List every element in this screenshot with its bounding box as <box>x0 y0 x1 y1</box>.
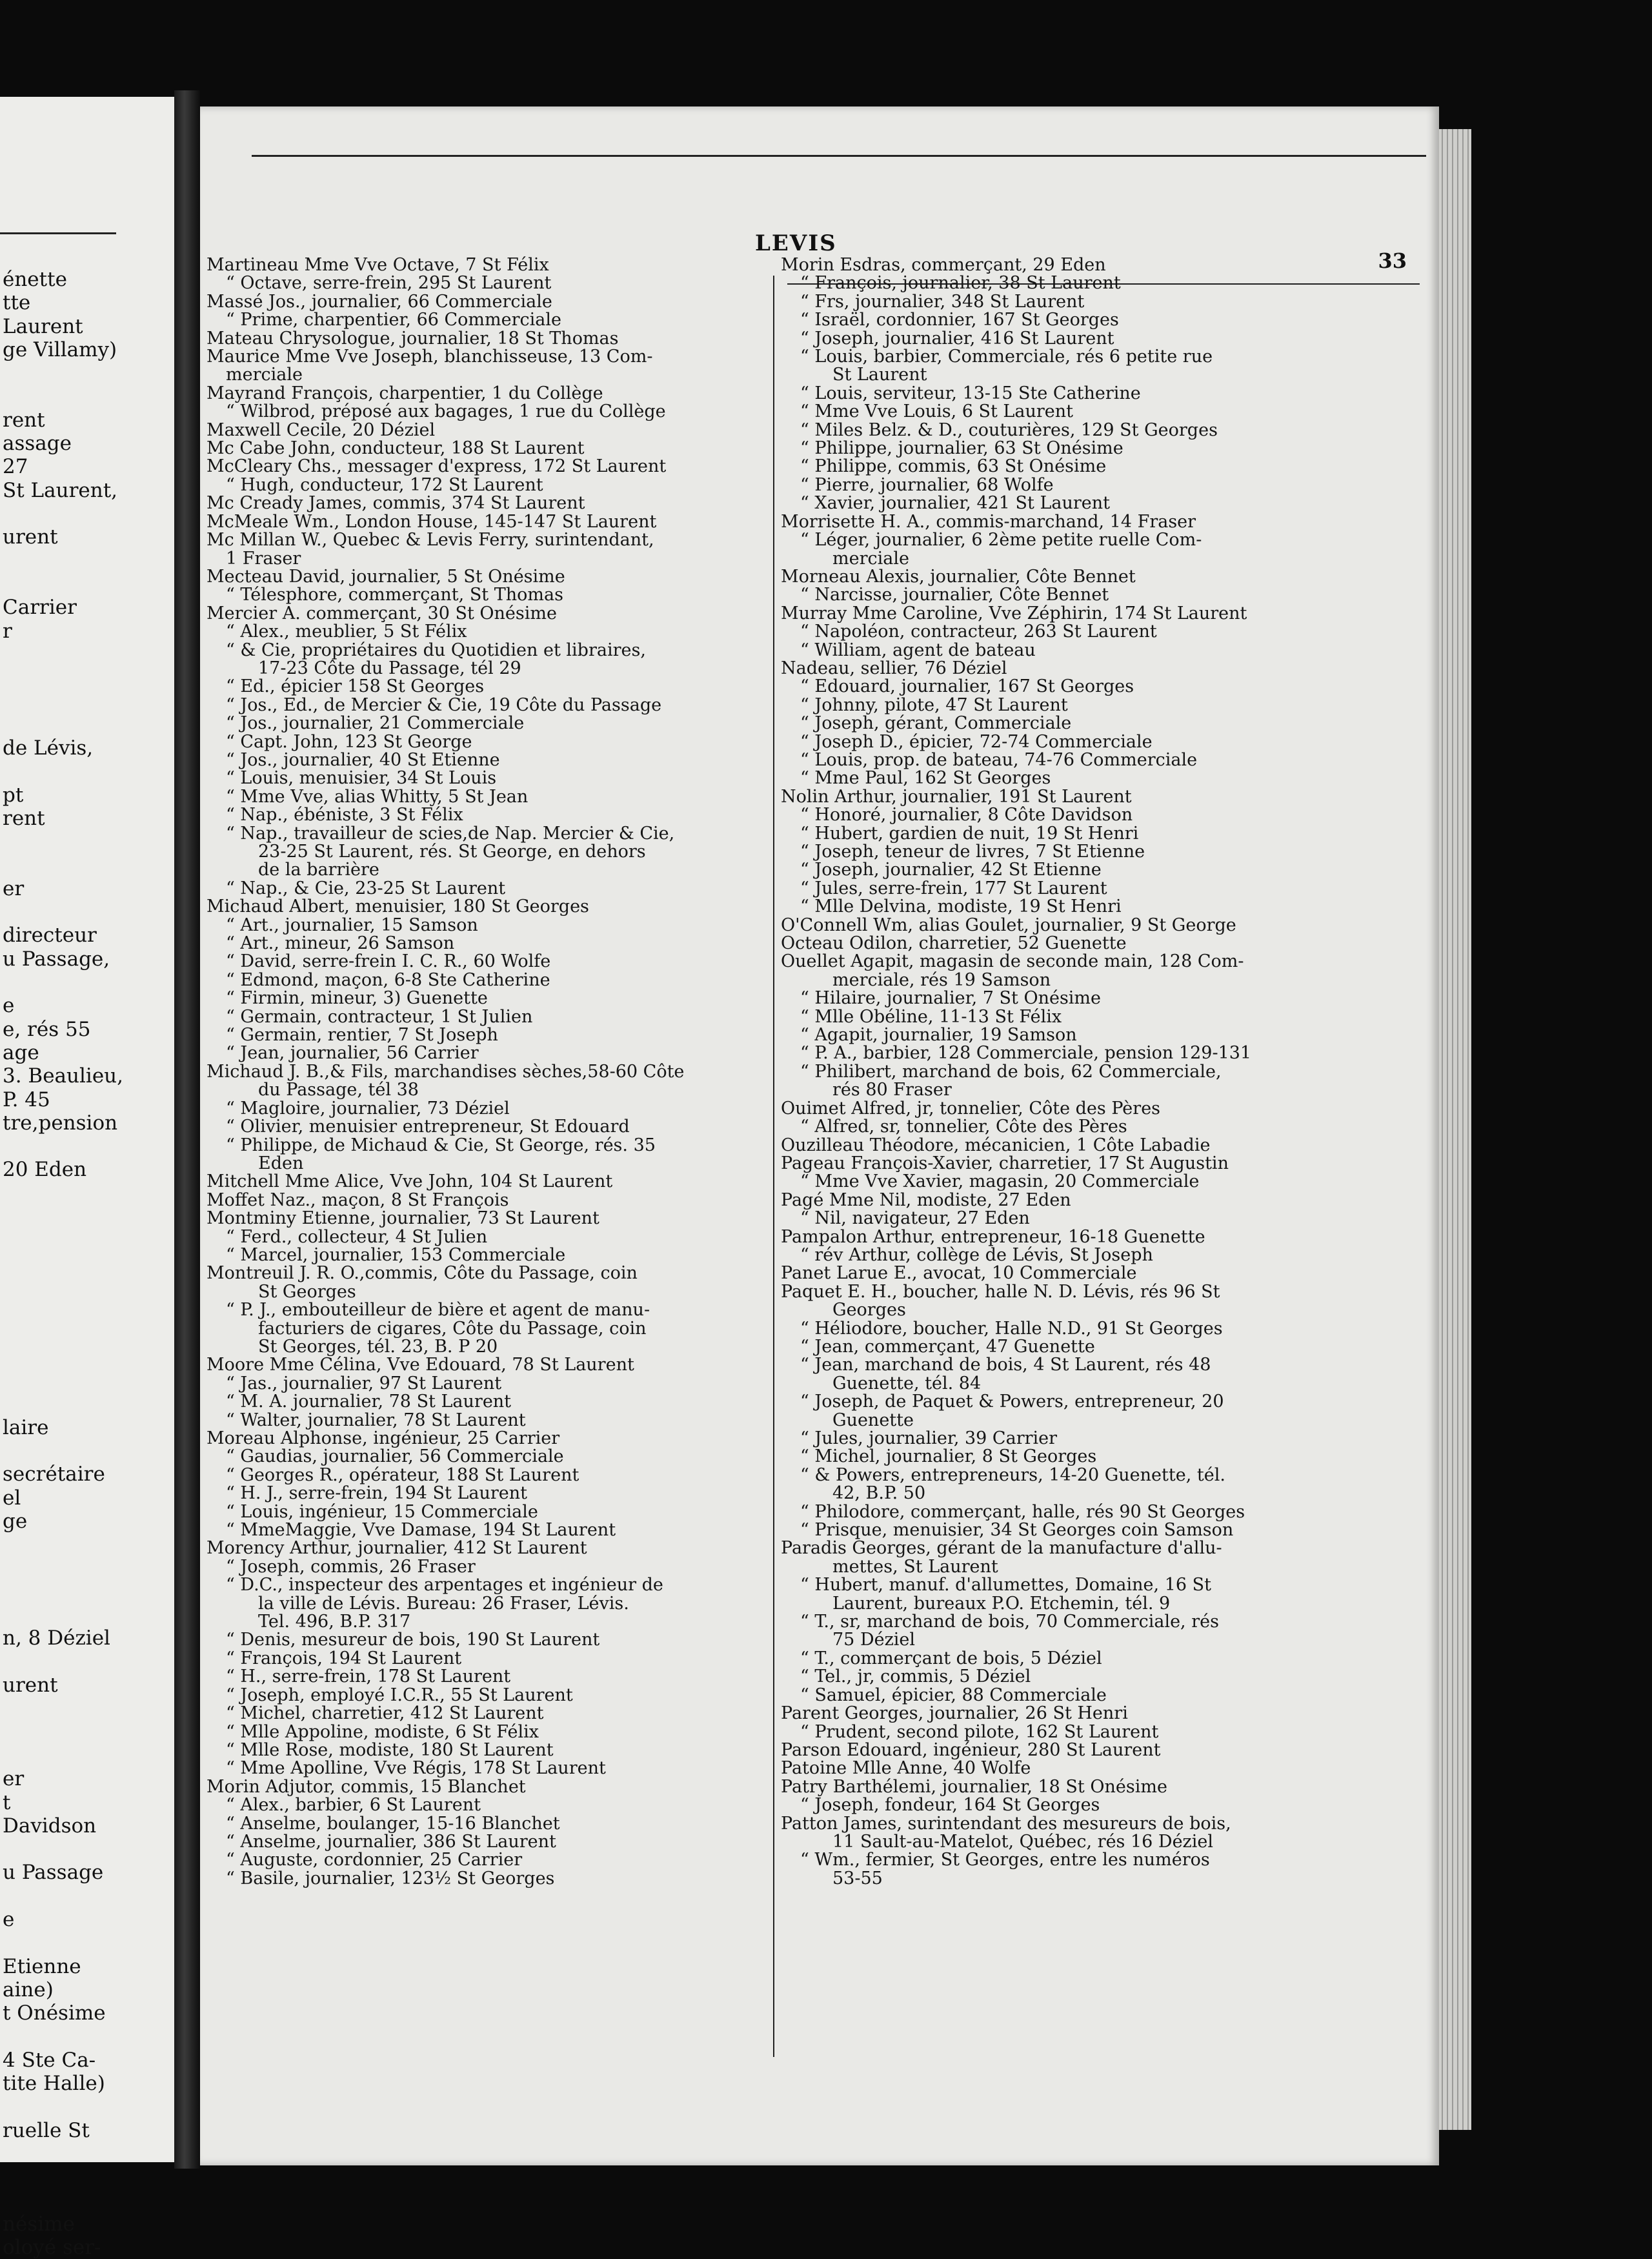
directory-entry: “ Nap., ébéniste, 3 St Félix <box>226 805 463 826</box>
directory-entry: “ Hugh, conducteur, 172 St Laurent <box>226 474 543 495</box>
facing-page-line: u Passage <box>3 1861 104 1885</box>
facing-page-line: er <box>3 1767 25 1791</box>
facing-page-line: ge Villamy) <box>3 338 117 361</box>
directory-entry: Paquet E. H., boucher, halle N. D. Lévis, rés 96 St <box>781 1281 1220 1302</box>
directory-entry: Mateau Chrysologue, journalier, 18 St Thomas <box>206 328 619 349</box>
directory-entry: la ville de Lévis. Bureau: 26 Fraser, Lévis. <box>258 1593 629 1614</box>
directory-entry: O'Connell Wm, alias Goulet, journalier, 9 St George <box>781 915 1236 935</box>
directory-entry: “ Jean, commerçant, 47 Guenette <box>800 1336 1095 1357</box>
directory-entry: “ Agapit, journalier, 19 Samson <box>800 1025 1077 1046</box>
directory-entry: Massé Jos., journalier, 66 Commerciale <box>206 291 552 312</box>
directory-entry: Montreuil J. R. O.,commis, Côte du Passage, coin <box>206 1263 638 1284</box>
directory-entry: “ Philippe, commis, 63 St Onésime <box>800 456 1107 477</box>
directory-entry: “ Joseph, de Paquet & Powers, entrepreneur, 20 <box>800 1392 1224 1412</box>
directory-entry: “ Philippe, journalier, 63 St Onésime <box>800 438 1123 459</box>
facing-page-line: rent <box>3 806 45 830</box>
directory-entry: “ Héliodore, boucher, Halle N.D., 91 St Georges <box>800 1318 1223 1339</box>
directory-entry: Nadeau, sellier, 76 Déziel <box>781 658 1007 678</box>
directory-entry: “ Auguste, cordonnier, 25 Carrier <box>226 1850 523 1870</box>
directory-entry: Martineau Mme Vve Octave, 7 St Félix <box>206 255 549 275</box>
directory-entry: “ Johnny, pilote, 47 St Laurent <box>800 694 1068 715</box>
directory-entry: “ Louis, prop. de bateau, 74-76 Commerciale <box>800 749 1198 770</box>
directory-entry: “ Frs, journalier, 348 St Laurent <box>800 291 1085 312</box>
directory-entry: Maurice Mme Vve Joseph, blanchisseuse, 13 Com- <box>206 347 653 367</box>
directory-entry: Ouellet Agapit, magasin de seconde main, 128 Com- <box>781 951 1244 972</box>
directory-entry: “ Joseph, fondeur, 164 St Georges <box>800 1795 1100 1816</box>
facing-page-line: 27 <box>3 455 28 479</box>
directory-entry: Mc Cready James, commis, 374 St Laurent <box>206 493 585 514</box>
directory-entry: “ P. J., embouteilleur de bière et agent de manu- <box>226 1300 650 1321</box>
directory-entry: “ Philibert, marchand de bois, 62 Commerciale, <box>800 1061 1222 1082</box>
directory-entry: “ Firmin, mineur, 3) Guenette <box>226 988 488 1009</box>
column-divider <box>773 276 774 2057</box>
directory-entry: “ Denis, mesureur de bois, 190 St Laurent <box>226 1630 600 1650</box>
directory-entry: “ Germain, contracteur, 1 St Julien <box>226 1006 533 1027</box>
directory-entry: “ T., sr, marchand de bois, 70 Commerciale, rés <box>800 1612 1219 1632</box>
facing-page-fragment <box>0 97 174 2259</box>
directory-entry: “ Ed., épicier 158 St Georges <box>226 676 485 697</box>
facing-page-line: P. 45 <box>3 1088 50 1111</box>
directory-entry: Parent Georges, journalier, 26 St Henri <box>781 1703 1128 1724</box>
directory-entry: McCleary Chs., messager d'express, 172 St Laurent <box>206 456 667 477</box>
facing-page-line: r <box>3 619 12 643</box>
facing-page-line: Laurent <box>3 314 83 338</box>
facing-page-line: el <box>3 1486 21 1510</box>
right-column <box>781 256 1433 1888</box>
facing-page-line: pt <box>3 783 24 807</box>
facing-page-line: 3. Beaulieu, <box>3 1064 123 1088</box>
directory-entry: Morency Arthur, journalier, 412 St Laurent <box>206 1538 587 1559</box>
directory-entry: 11 Sault-au-Matelot, Québec, rés 16 Déziel <box>832 1831 1214 1852</box>
directory-entry: Michaud Albert, menuisier, 180 St Georges <box>206 897 589 917</box>
directory-entry: Moore Mme Célina, Vve Edouard, 78 St Laurent <box>206 1355 634 1375</box>
top-rule <box>252 155 1426 157</box>
directory-entry: du Passage, tél 38 <box>258 1080 419 1100</box>
facing-page-line: directeur <box>3 924 97 947</box>
running-head: LEVIS <box>755 230 837 256</box>
directory-entry: “ Georges R., opérateur, 188 St Laurent <box>226 1464 579 1485</box>
facing-page-line: er <box>3 876 25 900</box>
book-gutter <box>174 90 200 2169</box>
directory-entry: Patoine Mlle Anne, 40 Wolfe <box>781 1758 1031 1779</box>
directory-entry: Moffet Naz., maçon, 8 St François <box>206 1190 509 1210</box>
directory-entry: “ Wilbrod, préposé aux bagages, 1 rue du Collège <box>226 401 666 422</box>
directory-entry: “ Jules, serre-frein, 177 St Laurent <box>800 878 1107 898</box>
directory-entry: “ Joseph D., épicier, 72-74 Commerciale <box>800 731 1153 752</box>
facing-page-line: oloyé ser- <box>3 2236 101 2259</box>
directory-entry: rés 80 Fraser <box>832 1080 952 1100</box>
directory-entry: 53-55 <box>832 1868 883 1889</box>
directory-entry: St Georges, tél. 23, B. P 20 <box>258 1336 498 1357</box>
directory-entry: “ Michel, charretier, 412 St Laurent <box>226 1703 544 1724</box>
directory-entry: “ Walter, journalier, 78 St Laurent <box>226 1410 526 1430</box>
facing-page-line: 20 Eden <box>3 1158 87 1182</box>
directory-entry: 1 Fraser <box>226 548 301 569</box>
facing-page-line: Carrier <box>3 596 77 620</box>
directory-entry: “ Télesphore, commerçant, St Thomas <box>226 585 563 605</box>
directory-entry: Patry Barthélemi, journalier, 18 St Onésime <box>781 1776 1167 1797</box>
directory-entry: 23-25 St Laurent, rés. St George, en dehors <box>258 842 646 862</box>
directory-entry: “ Magloire, journalier, 73 Déziel <box>226 1098 510 1119</box>
directory-entry: “ Alex., meublier, 5 St Félix <box>226 622 467 642</box>
directory-entry: “ Israël, cordonnier, 167 St Georges <box>800 310 1119 330</box>
directory-entry: “ Prime, charpentier, 66 Commerciale <box>226 310 561 330</box>
directory-entry: “ Prisque, menuisier, 34 St Georges coin Samson <box>800 1520 1234 1541</box>
directory-entry: Mitchell Mme Alice, Vve John, 104 St Laurent <box>206 1171 613 1192</box>
directory-entry: “ Louis, ingénieur, 15 Commerciale <box>226 1501 538 1522</box>
directory-entry: “ Art., journalier, 15 Samson <box>226 915 478 935</box>
facing-page-line: 4 Ste Ca- <box>3 2048 96 2072</box>
directory-entry: Mc Cabe John, conducteur, 188 St Laurent <box>206 438 585 459</box>
directory-entry: “ Joseph, journalier, 42 St Etienne <box>800 860 1102 880</box>
directory-entry: “ Nap., travailleur de scies,de Nap. Mercier & Cie, <box>226 823 675 844</box>
directory-entry: “ Alfred, sr, tonnelier, Côte des Pères <box>800 1117 1127 1137</box>
facing-page-line: assage <box>3 432 72 456</box>
directory-entry: Ouzilleau Théodore, mécanicien, 1 Côte Labadie <box>781 1135 1211 1155</box>
directory-entry: Georges <box>832 1300 906 1321</box>
directory-entry: “ Mlle Appoline, modiste, 6 St Félix <box>226 1721 539 1742</box>
directory-entry: “ Olivier, menuisier entrepreneur, St Edouard <box>226 1117 630 1137</box>
directory-entry: Panet Larue E., avocat, 10 Commerciale <box>781 1263 1137 1284</box>
directory-entry: Mercier A. commerçant, 30 St Onésime <box>206 603 557 623</box>
directory-entry: Maxwell Cecile, 20 Déziel <box>206 420 436 440</box>
directory-entry: St Georges <box>258 1281 356 1302</box>
directory-entry: “ Jos., journalier, 21 Commerciale <box>226 713 525 734</box>
directory-entry: “ Nil, navigateur, 27 Eden <box>800 1208 1030 1229</box>
facing-page-line: u Passage, <box>3 947 110 971</box>
directory-entry: Morin Esdras, commerçant, 29 Eden <box>781 255 1106 275</box>
facing-page-line: e, rés 55 <box>3 1017 91 1041</box>
directory-entry: Murray Mme Caroline, Vve Zéphirin, 174 St Laurent <box>781 603 1247 623</box>
directory-entry: “ Honoré, journalier, 8 Côte Davidson <box>800 805 1133 826</box>
directory-page <box>200 106 1439 2165</box>
directory-entry: 42, B.P. 50 <box>832 1483 926 1504</box>
directory-entry: Morneau Alexis, journalier, Côte Bennet <box>781 566 1136 587</box>
facing-page-line: nésime <box>3 2212 75 2236</box>
directory-entry: Morrisette H. A., commis-marchand, 14 Fraser <box>781 511 1196 532</box>
directory-entry: Parson Edouard, ingénieur, 280 St Laurent <box>781 1739 1161 1760</box>
directory-entry: “ & Cie, propriétaires du Quotidien et libraires, <box>226 640 646 660</box>
directory-entry: “ Joseph, employé I.C.R., 55 St Laurent <box>226 1685 573 1705</box>
directory-entry: “ Jean, marchand de bois, 4 St Laurent, rés 48 <box>800 1355 1211 1375</box>
directory-entry: “ Mme Apolline, Vve Régis, 178 St Laurent <box>226 1758 606 1779</box>
facing-page-line: tre,pension <box>3 1111 118 1135</box>
directory-entry: “ Louis, menuisier, 34 St Louis <box>226 768 497 789</box>
directory-entry: Guenette, tél. 84 <box>832 1373 982 1393</box>
directory-entry: “ MmeMaggie, Vve Damase, 194 St Laurent <box>226 1520 616 1541</box>
facing-page-line: t <box>3 1790 11 1814</box>
directory-entry: “ Gaudias, journalier, 56 Commerciale <box>226 1446 564 1467</box>
directory-entry: “ Hubert, manuf. d'allumettes, Domaine, 16 St <box>800 1575 1211 1595</box>
directory-entry: “ Xavier, journalier, 421 St Laurent <box>800 493 1111 514</box>
directory-entry: “ Michel, journalier, 8 St Georges <box>800 1446 1097 1467</box>
directory-entry: Mecteau David, journalier, 5 St Onésime <box>206 566 565 587</box>
directory-entry: “ François, 194 St Laurent <box>226 1648 462 1668</box>
facing-page-line: de Lévis, <box>3 736 94 760</box>
directory-entry: facturiers de cigares, Côte du Passage, coin <box>258 1318 647 1339</box>
directory-entry: mettes, St Laurent <box>832 1556 998 1577</box>
directory-entry: “ Hubert, gardien de nuit, 19 St Henri <box>800 823 1139 844</box>
directory-entry: Pagé Mme Nil, modiste, 27 Eden <box>781 1190 1071 1210</box>
directory-entry: “ Jas., journalier, 97 St Laurent <box>226 1373 502 1393</box>
directory-entry: Octeau Odilon, charretier, 52 Guenette <box>781 933 1127 954</box>
page-number: 33 <box>1378 248 1407 273</box>
directory-entry: “ Louis, serviteur, 13-15 Ste Catherine <box>800 383 1141 403</box>
directory-entry: “ H. J., serre-frein, 194 St Laurent <box>226 1483 527 1504</box>
directory-entry: “ M. A. journalier, 78 St Laurent <box>226 1392 512 1412</box>
directory-entry: McMeale Wm., London House, 145-147 St Laurent <box>206 511 657 532</box>
facing-page-line: secrétaire <box>3 1463 105 1486</box>
directory-entry: “ Mlle Delvina, modiste, 19 St Henri <box>800 897 1122 917</box>
directory-entry: Montminy Etienne, journalier, 73 St Laurent <box>206 1208 599 1229</box>
facing-page-line: laire <box>3 1415 49 1439</box>
facing-page-line: Etienne <box>3 1954 81 1978</box>
directory-entry: Tel. 496, B.P. 317 <box>258 1612 411 1632</box>
directory-entry: merciale <box>226 365 303 385</box>
facing-page-line: urent <box>3 525 58 549</box>
facing-page-line: e <box>3 1908 15 1931</box>
directory-entry: “ Jules, journalier, 39 Carrier <box>800 1428 1058 1448</box>
directory-entry: St Laurent <box>832 365 927 385</box>
directory-entry: “ P. A., barbier, 128 Commerciale, pension 129-131 <box>800 1043 1252 1064</box>
directory-entry: “ David, serre-frein I. C. R., 60 Wolfe <box>226 951 551 972</box>
directory-entry: Morin Adjutor, commis, 15 Blanchet <box>206 1776 526 1797</box>
directory-entry: “ Edouard, journalier, 167 St Georges <box>800 676 1134 697</box>
directory-entry: “ Prudent, second pilote, 162 St Laurent <box>800 1721 1159 1742</box>
directory-entry: Ouimet Alfred, jr, tonnelier, Côte des Pères <box>781 1098 1161 1119</box>
directory-entry: 75 Déziel <box>832 1630 916 1650</box>
facing-page-line: urent <box>3 1674 58 1697</box>
facing-page-line: tite Halle) <box>3 2072 105 2096</box>
facing-page-line: tte <box>3 291 31 315</box>
directory-entry: Paradis Georges, gérant de la manufacture d'allu- <box>781 1538 1222 1559</box>
facing-page-line: t Onésime <box>3 2001 106 2025</box>
directory-entry: “ Tel., jr, commis, 5 Déziel <box>800 1666 1031 1687</box>
directory-entry: merciale, rés 19 Samson <box>832 969 1051 990</box>
directory-entry: “ Mme Paul, 162 St Georges <box>800 768 1051 789</box>
facing-page-line: rent <box>3 408 45 432</box>
directory-entry: “ Napoléon, contracteur, 263 St Laurent <box>800 622 1157 642</box>
directory-entry: “ Louis, barbier, Commerciale, rés 6 petite rue <box>800 347 1213 367</box>
directory-entry: “ Nap., & Cie, 23-25 St Laurent <box>226 878 506 898</box>
directory-entry: “ D.C., inspecteur des arpentages et ingénieur de <box>226 1575 663 1595</box>
directory-entry: “ Basile, journalier, 123½ St Georges <box>226 1868 555 1889</box>
directory-entry: Guenette <box>832 1410 914 1430</box>
directory-entry: “ rév Arthur, collège de Lévis, St Joseph <box>800 1244 1153 1265</box>
directory-entry: “ Pierre, journalier, 68 Wolfe <box>800 474 1054 495</box>
directory-entry: “ William, agent de bateau <box>800 640 1036 660</box>
facing-page-line: ruelle St <box>3 2118 90 2142</box>
directory-entry: “ Alex., barbier, 6 St Laurent <box>226 1795 481 1816</box>
facing-page-line: aine) <box>3 1978 54 2001</box>
directory-entry: “ Germain, rentier, 7 St Joseph <box>226 1025 498 1046</box>
left-column <box>206 256 768 1888</box>
directory-entry: “ Anselme, boulanger, 15-16 Blanchet <box>226 1813 560 1834</box>
directory-entry: “ Samuel, épicier, 88 Commerciale <box>800 1685 1107 1705</box>
directory-entry: “ Philodore, commerçant, halle, rés 90 St Georges <box>800 1501 1245 1522</box>
directory-entry: Moreau Alphonse, ingénieur, 25 Carrier <box>206 1428 560 1448</box>
directory-entry: Nolin Arthur, journalier, 191 St Laurent <box>781 786 1132 807</box>
directory-entry: “ Mme Vve Xavier, magasin, 20 Commerciale <box>800 1171 1200 1192</box>
directory-entry: “ Edmond, maçon, 6-8 Ste Catherine <box>226 969 550 990</box>
directory-entry: “ Léger, journalier, 6 2ème petite ruelle Com- <box>800 530 1202 551</box>
facing-page-line: énette <box>3 268 67 291</box>
directory-entry: “ Octave, serre-frein, 295 St Laurent <box>226 273 552 294</box>
directory-entry: Mc Millan W., Quebec & Levis Ferry, surintendant, <box>206 530 654 551</box>
directory-entry: Pageau François-Xavier, charretier, 17 St Augustin <box>781 1153 1229 1173</box>
directory-entry: merciale <box>832 548 909 569</box>
directory-entry: “ Capt. John, 123 St George <box>226 731 472 752</box>
directory-entry: “ Miles Belz. & D., couturières, 129 St Georges <box>800 420 1218 440</box>
directory-entry: Laurent, bureaux P.O. Etchemin, tél. 9 <box>832 1593 1171 1614</box>
directory-entry: Mayrand François, charpentier, 1 du Collège <box>206 383 603 403</box>
directory-entry: “ Joseph, gérant, Commerciale <box>800 713 1072 734</box>
directory-entry: Pampalon Arthur, entrepreneur, 16-18 Guenette <box>781 1226 1205 1247</box>
directory-entry: “ Jos., Ed., de Mercier & Cie, 19 Côte du Passage <box>226 694 662 715</box>
directory-entry: “ Narcisse, journalier, Côte Bennet <box>800 585 1109 605</box>
directory-entry: “ & Powers, entrepreneurs, 14-20 Guenette, tél. <box>800 1464 1225 1485</box>
directory-entry: “ Mlle Obéline, 11-13 St Félix <box>800 1006 1062 1027</box>
directory-entry: 17-23 Côte du Passage, tél 29 <box>258 658 521 678</box>
directory-entry: “ Joseph, teneur de livres, 7 St Etienne <box>800 842 1145 862</box>
directory-entry: “ Jean, journalier, 56 Carrier <box>226 1043 479 1064</box>
directory-entry: Michaud J. B.,& Fils, marchandises sèches,58-60 Côte <box>206 1061 685 1082</box>
directory-entry: de la barrière <box>258 860 379 880</box>
directory-entry: “ Jos., journalier, 40 St Etienne <box>226 749 500 770</box>
directory-entry: “ Mlle Rose, modiste, 180 St Laurent <box>226 1739 554 1760</box>
facing-page-line: age <box>3 1040 39 1064</box>
directory-entry: “ T., commerçant de bois, 5 Déziel <box>800 1648 1102 1668</box>
directory-entry: “ Anselme, journalier, 386 St Laurent <box>226 1831 556 1852</box>
directory-entry: “ Joseph, commis, 26 Fraser <box>226 1556 476 1577</box>
directory-entry: “ H., serre-frein, 178 St Laurent <box>226 1666 511 1687</box>
directory-entry: “ Ferd., collecteur, 4 St Julien <box>226 1226 488 1247</box>
facing-page-line: ge <box>3 1509 28 1533</box>
directory-entry: “ François, journalier, 38 St Laurent <box>800 273 1121 294</box>
facing-page-rule <box>0 232 116 234</box>
directory-entry: “ Hilaire, journalier, 7 St Onésime <box>800 988 1102 1009</box>
directory-entry: Eden <box>258 1153 304 1173</box>
facing-page-line: Davidson <box>3 1814 97 1838</box>
facing-page-line: St Laurent, <box>3 478 118 502</box>
directory-entry: “ Mme Vve Louis, 6 St Laurent <box>800 401 1073 422</box>
directory-entry: Patton James, surintendant des mesureurs de bois, <box>781 1813 1231 1834</box>
directory-entry: “ Wm., fermier, St Georges, entre les numéros <box>800 1850 1210 1870</box>
directory-entry: “ Mme Vve, alias Whitty, 5 St Jean <box>226 786 529 807</box>
facing-page-line: n, 8 Déziel <box>3 1626 110 1650</box>
directory-entry: “ Art., mineur, 26 Samson <box>226 933 455 954</box>
facing-page-line: e <box>3 994 15 1018</box>
directory-entry: “ Marcel, journalier, 153 Commerciale <box>226 1244 566 1265</box>
directory-entry: “ Philippe, de Michaud & Cie, St George, rés. 35 <box>226 1135 656 1155</box>
directory-entry: “ Joseph, journalier, 416 St Laurent <box>800 328 1114 349</box>
